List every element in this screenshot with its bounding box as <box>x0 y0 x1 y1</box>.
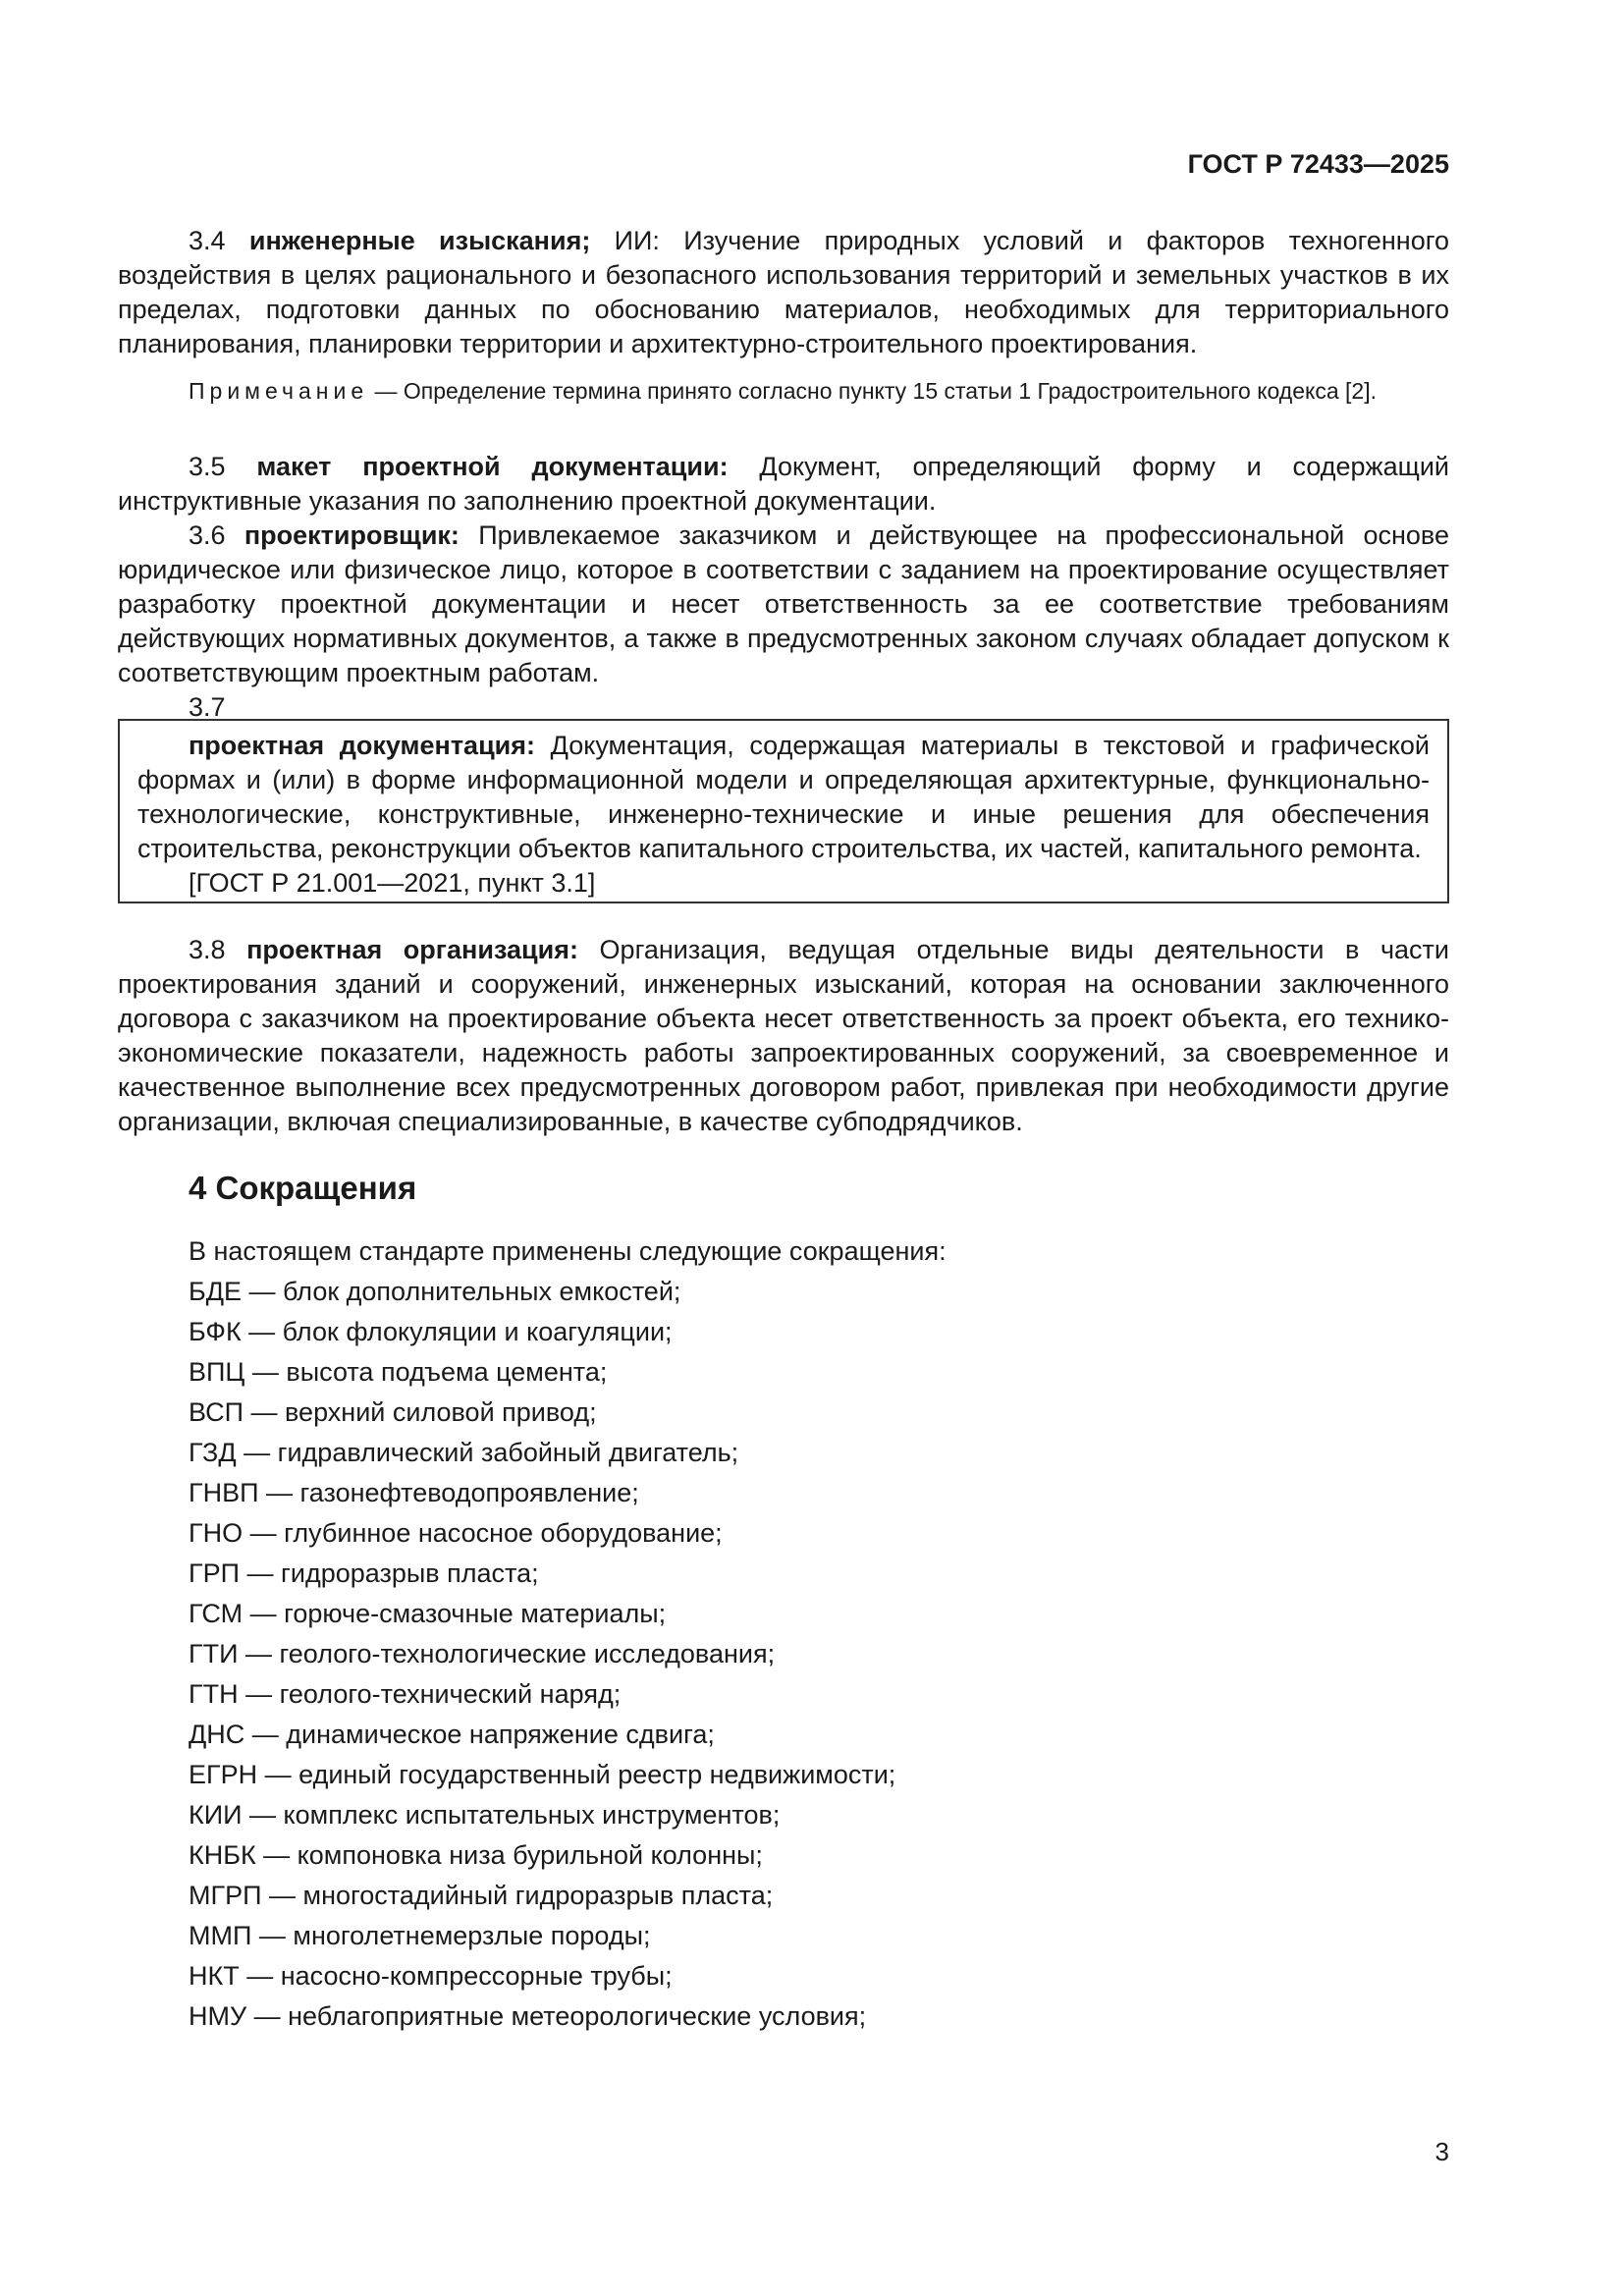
document-code: ГОСТ Р 72433—2025 <box>1187 149 1449 179</box>
note-label: Примечание <box>189 378 369 404</box>
term-definition: ИИ: Изучение природных условий и факторов техногенного воздействия в целях рационального и безопасного использования территорий и земельных участков в их пределах, подготовки данных по обоснованию материалов, необходимых для территориального планирования, планировки территории и архитектурно-строительного проектирования. <box>118 226 1449 358</box>
list-item: ВСП — верхний силовой привод; <box>189 1397 597 1427</box>
term-3-8-paragraph <box>118 933 1449 1139</box>
list-item: ДНС — динамическое напряжение сдвига; <box>189 1720 715 1749</box>
note-paragraph <box>118 375 1449 407</box>
list-item: НМУ — неблагоприятные метеорологические условия; <box>189 2001 867 2031</box>
term-3-4-paragraph <box>118 224 1449 361</box>
term-number: 3.5 <box>189 452 226 481</box>
list-item: ГТИ — геолого-технологические исследования; <box>189 1639 776 1668</box>
term-name: проектировщик: <box>243 520 460 550</box>
term-name: проектная организация: <box>246 935 578 964</box>
term-definition: Документация, содержащая материалы в текстовой и графической формах и (или) в форме информационной модели и определяющая архитектурные, функционально-технологические, конструктивные, инженерно-технические и иные решения для обеспечения строительства, реконструкции объектов капитального строительства, их частей, капитального ремонта. <box>137 731 1430 863</box>
term-definition: Документ, определяющий форму и содержащий инструктивные указания по заполнению проектной документации. <box>118 452 1449 516</box>
term-3-8 <box>118 933 1449 1139</box>
list-item: НКТ — насосно-компрессорные трубы; <box>189 1961 673 1991</box>
list-item: БФК — блок флокуляции и коагуляции; <box>189 1317 673 1346</box>
section-4-heading: 4 Сокращения <box>189 1170 417 1206</box>
term-3-4 <box>118 224 1449 361</box>
list-item: КИИ — комплекс испытательных инструментов; <box>189 1800 781 1830</box>
page-number: 3 <box>1434 2137 1449 2166</box>
list-item: МГРП — многостадийный гидроразрыв пласта; <box>189 1881 774 1910</box>
term-number: 3.6 <box>189 520 226 550</box>
term-3-7-number: 3.7 <box>189 692 226 722</box>
list-item: ММП — многолетнемерзлые породы; <box>189 1921 651 1950</box>
term-3-7-paragraph <box>137 729 1430 866</box>
list-item: ГНО — глубинное насосное оборудование; <box>189 1518 723 1548</box>
list-item: ГНВП — газонефтеводопроявление; <box>189 1478 639 1507</box>
list-item: БДЕ — блок дополнительных емкостей; <box>189 1277 681 1306</box>
term-name: инженерные изыскания; <box>248 226 591 255</box>
note-3-4 <box>118 375 1449 407</box>
term-number: 3.4 <box>189 226 226 255</box>
note-text: — Определение термина принято согласно пункту 15 статьи 1 Градостроительного кодекса [2]. <box>368 378 1377 404</box>
list-item: ГРП — гидроразрыв пласта; <box>189 1558 539 1588</box>
abbreviation-intro: В настоящем стандарте применены следующие сокращения: <box>189 1236 947 1266</box>
term-3-7-source: [ГОСТ Р 21.001—2021, пункт 3.1] <box>189 868 596 898</box>
list-item: ГТН — геолого-технический наряд; <box>189 1679 622 1709</box>
list-item: ГЗД — гидравлический забойный двигатель; <box>189 1438 739 1467</box>
list-item: ЕГРН — единый государственный реестр недвижимости; <box>189 1760 896 1789</box>
term-definition: Организация, ведущая отдельные виды деятельности в части проектирования зданий и сооружений, инженерных изысканий, которая на основании заключенного договора с заказчиком на проектирование объекта несет ответственность за проект объекта, его технико-экономические показатели, надежность работы запроектированных сооружений, за своевременное и качественное выполнение всех предусмотренных договором работ, привлекая при необходимости другие организации, включая специализированные, в качестве субподрядчиков. <box>118 935 1449 1136</box>
term-number: 3.8 <box>189 935 226 964</box>
term-definition: Привлекаемое заказчиком и действующее на профессиональной основе юридическое или физическое лицо, которое в соответствии с заданием на проектирование осуществляет разработку проектной документации и несет ответственность за ее соответствие требованиям действующих нормативных документов, а также в предусмотренных законом случаях обладает допуском к соответствующим проектным работам. <box>118 520 1449 687</box>
term-3-7-box <box>118 719 1449 903</box>
document-page <box>118 0 1449 2296</box>
term-3-5-paragraph <box>118 450 1449 519</box>
list-item: ВПЦ — высота подъема цемента; <box>189 1357 608 1387</box>
term-name: проектная документация: <box>189 731 536 760</box>
term-name: макет проектной документации: <box>256 452 729 481</box>
abbreviation-list <box>189 1231 1449 2037</box>
term-3-5-3-6 <box>118 450 1449 725</box>
term-3-6-paragraph <box>118 519 1449 690</box>
list-item: КНБК — компоновка низа бурильной колонны; <box>189 1840 763 1870</box>
list-item: ГСМ — горюче-смазочные материалы; <box>189 1599 667 1628</box>
